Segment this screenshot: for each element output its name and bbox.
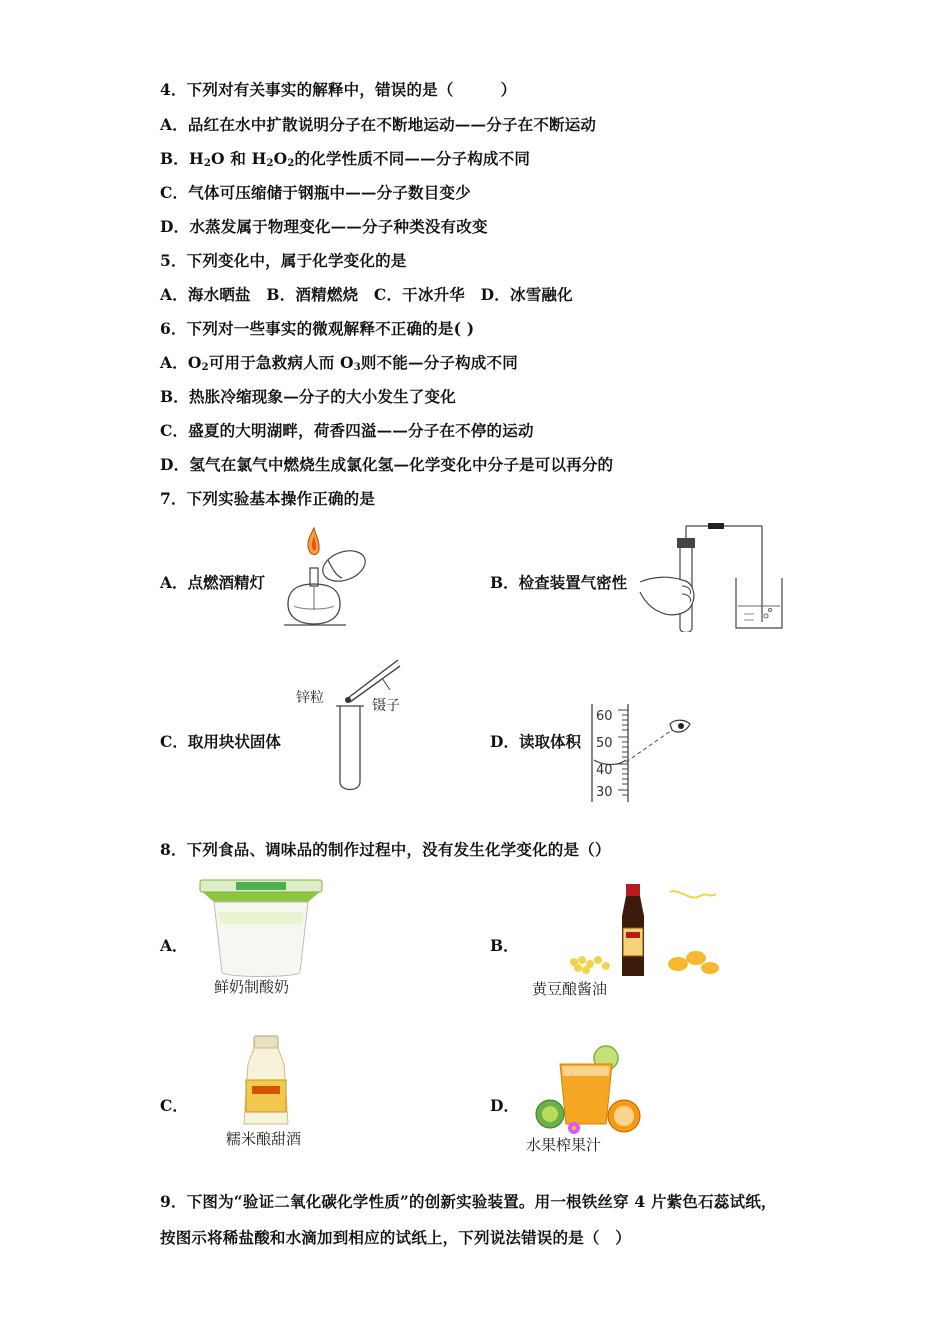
q4-option-d: D．水蒸发属于物理变化——分子种类没有改变	[160, 217, 488, 236]
q6-stem: 6．下列对一些事实的微观解释不正确的是( )	[160, 319, 475, 338]
rice-wine-bottle-image	[236, 1034, 296, 1130]
airtightness-check-figure	[636, 522, 786, 632]
q6-option-b: B．热胀冷缩现象—分子的大小发生了变化	[160, 387, 456, 406]
q8-option-b: B．	[490, 936, 519, 955]
q7-option-c: C．取用块状固体	[160, 732, 281, 751]
tick-40: 40	[596, 763, 613, 778]
caption-yogurt: 鲜奶制酸奶	[214, 978, 290, 996]
q8-option-d: D．	[490, 1096, 519, 1115]
q7-stem: 7．下列实验基本操作正确的是	[160, 489, 376, 508]
caption-fruit-juice: 水果榨果汁	[526, 1136, 602, 1154]
soy-sauce-image	[560, 882, 722, 982]
q8-option-c: C．	[160, 1096, 188, 1115]
q4-option-c: C．气体可压缩储于钢瓶中——分子数目变少	[160, 183, 471, 202]
q5-stem: 5．下列变化中，属于化学变化的是	[160, 251, 407, 270]
q4-option-b: B．$H_2O$ 和 $H_2O_2$的化学性质不同——分子构成不同	[160, 149, 531, 169]
graduated-cylinder-figure	[590, 700, 700, 804]
q8-stem: 8．下列食品、调味品的制作过程中，没有发生化学变化的是（）	[160, 840, 611, 859]
test-tube-tweezers-figure	[330, 656, 410, 796]
q6-option-c: C．盛夏的大明湖畔，荷香四溢——分子在不停的运动	[160, 421, 534, 440]
alcohol-lamp-figure	[276, 522, 376, 628]
q7-option-d: D．读取体积	[490, 732, 581, 751]
zinc-label: 锌粒	[296, 690, 324, 706]
q5-options: A．海水晒盐 B．酒精燃烧 C．干冰升华 D．冰雪融化	[160, 285, 573, 304]
fruit-juice-image	[526, 1044, 650, 1136]
tweezers-label: 镊子	[372, 698, 400, 714]
tick-30: 30	[596, 785, 613, 800]
yogurt-cup-image	[196, 872, 326, 982]
q6-option-d: D．氢气在氯气中燃烧生成氯化氢—化学变化中分子是可以再分的	[160, 455, 614, 474]
tick-60: 60	[596, 709, 613, 724]
q7-option-a: A．点燃酒精灯	[160, 573, 266, 592]
q8-option-a: A．	[160, 936, 188, 955]
q7-option-b: B．检查装置气密性	[490, 573, 628, 592]
q4-option-a: A．品红在水中扩散说明分子在不断地运动——分子在不断运动	[160, 115, 597, 134]
q9-stem-line1: 9．下图为“验证二氧化碳化学性质”的创新实验装置。用一根铁丝穿 4 片紫色石蕊试纸，	[160, 1192, 777, 1211]
caption-rice-wine: 糯米酿甜酒	[226, 1130, 302, 1148]
q6-option-a: A．$O_2$可用于急救病人而 $O_3$则不能—分子构成不同	[160, 353, 518, 373]
tick-50: 50	[596, 736, 613, 751]
caption-soy-sauce: 黄豆酿酱油	[532, 980, 608, 998]
q9-stem-line2: 按图示将稀盐酸和水滴加到相应的试纸上，下列说法错误的是（ ）	[160, 1228, 632, 1247]
q4-stem: 4．下列对有关事实的解释中，错误的是（ ）	[160, 80, 517, 99]
